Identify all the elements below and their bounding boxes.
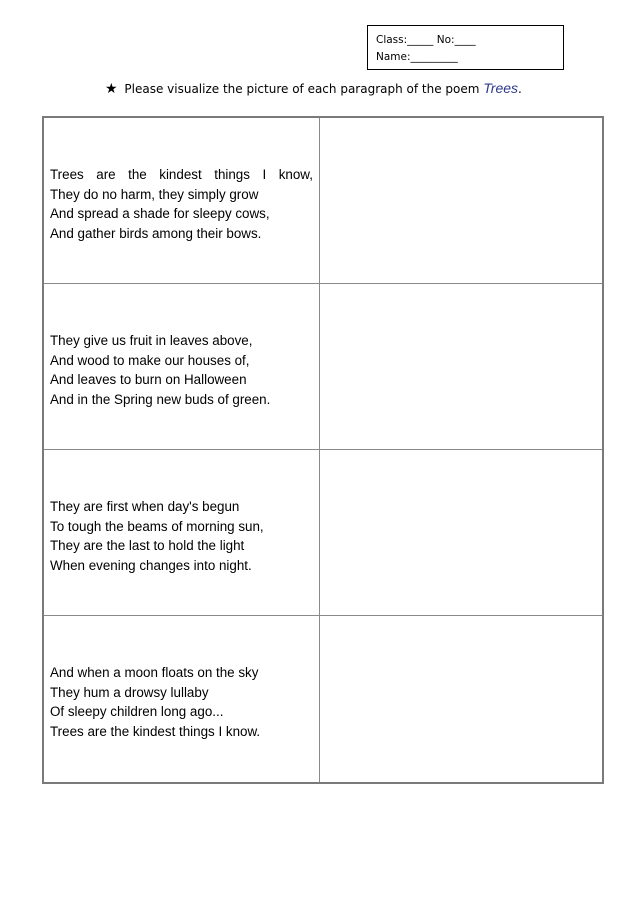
instruction-line <box>105 79 575 98</box>
student-info-box <box>367 25 564 70</box>
stanza-line: They are first when day's begun <box>50 499 240 514</box>
stanza-cell-1 <box>44 118 320 284</box>
stanza-line: When evening changes into night. <box>50 557 252 573</box>
stanza-2 <box>44 284 319 409</box>
stanza-line: They do no harm, they simply grow <box>50 186 259 202</box>
stanza-line: And leaves to burn on Halloween <box>50 372 247 387</box>
stanza-line: To tough the beams of morning sun, <box>50 518 264 534</box>
stanza-line: Trees are the kindest things I know. <box>50 723 261 739</box>
stanza-line: Of sleepy children long ago... <box>50 704 224 719</box>
stanza-line: And when a moon floats on the sky <box>50 665 259 680</box>
stanza-line: They give us fruit in leaves above, <box>50 333 253 348</box>
stanza-line: They are the last to hold the light <box>50 538 245 553</box>
star-icon: ★ <box>105 81 118 97</box>
stanza-word: Trees <box>50 167 84 182</box>
instruction-text: Please visualize the picture of each paragraph of the poem <box>124 82 480 96</box>
drawing-area-1[interactable] <box>320 118 602 284</box>
drawing-area-3[interactable] <box>320 450 602 616</box>
stanza-word: are <box>96 167 116 182</box>
stanza-line <box>50 165 313 185</box>
stanza-cell-2 <box>44 284 320 450</box>
stanza-4 <box>44 616 319 741</box>
stanza-line: And wood to make our houses of, <box>50 352 250 368</box>
stanza-word: I <box>262 167 267 182</box>
stanza-3 <box>44 450 319 575</box>
stanza-cell-4 <box>44 616 320 782</box>
stanza-word: the <box>128 167 147 182</box>
name-field[interactable]: Name:_________ <box>376 51 458 63</box>
stanza-word: kindest <box>159 167 202 182</box>
stanza-line: They hum a drowsy lullaby <box>50 684 209 700</box>
stanza-line: And in the Spring new buds of green. <box>50 391 271 407</box>
instruction-period: . <box>518 82 522 96</box>
drawing-area-2[interactable] <box>320 284 602 450</box>
stanza-word: know, <box>278 167 313 182</box>
stanza-line: And spread a shade for sleepy cows, <box>50 206 270 221</box>
poem-table <box>42 116 604 784</box>
stanza-cell-3 <box>44 450 320 616</box>
drawing-area-4[interactable] <box>320 616 602 782</box>
class-number-field[interactable]: Class:_____ No:____ <box>376 34 476 46</box>
poem-title: Trees <box>483 80 519 96</box>
stanza-line: And gather birds among their bows. <box>50 225 262 241</box>
stanza-1 <box>44 118 319 243</box>
stanza-word: things <box>214 167 250 182</box>
